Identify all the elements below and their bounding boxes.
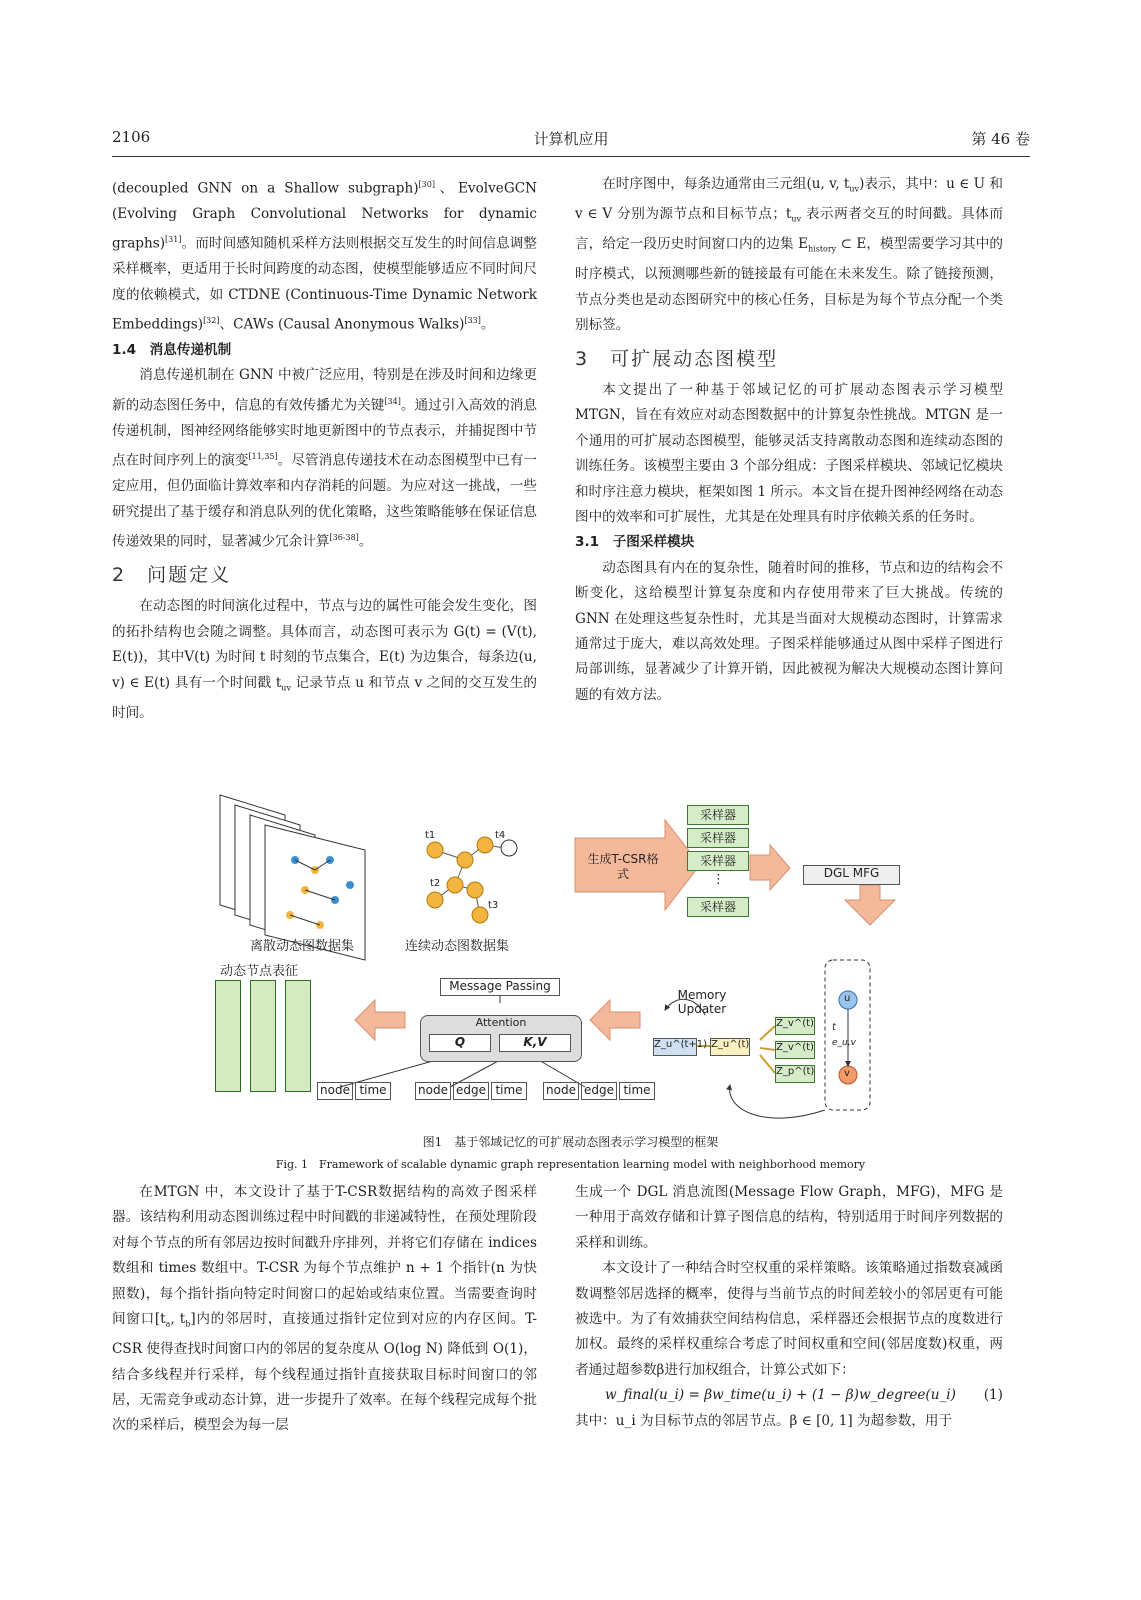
t-label: t [832, 1022, 836, 1033]
sampler-dots: ⋮ [712, 872, 725, 887]
gen-tcsr-label: 生成T-CSR格式 [587, 852, 659, 881]
u-label: u [844, 993, 851, 1004]
input-node-2: node [415, 1082, 451, 1100]
t4-label: t4 [495, 830, 506, 841]
para-r6: 其中：u_i 为目标节点的邻居节点。β ∈ [0, 1] 为超参数，用于 [575, 1412, 953, 1429]
node-repr-label: 动态节点表征 [220, 964, 299, 979]
zu-next-box: Z_u^(t+1) [653, 1038, 697, 1056]
continuous-label: 连续动态图数据集 [405, 939, 510, 954]
section-3-1: 3.1 子图采样模块 [575, 534, 695, 551]
q-box: Q [429, 1034, 491, 1052]
journal-title: 计算机应用 [533, 130, 609, 148]
sampler-4: 采样器 [687, 897, 749, 917]
continuous-graph [427, 837, 517, 923]
section-1-4: 1.4 消息传递机制 [112, 342, 232, 359]
t1-label: t1 [425, 830, 436, 841]
header-rule [112, 156, 1030, 157]
input-node-1: node [317, 1082, 353, 1100]
zu-box: Z_u^(t) [710, 1038, 750, 1056]
zv-box-1: Z_v^(t) [775, 1017, 815, 1035]
euv-label: e_u,v [832, 1038, 856, 1048]
v-label: v [844, 1068, 850, 1079]
repr-col-3 [285, 980, 311, 1092]
repr-col-2 [250, 980, 276, 1092]
input-time-3: time [619, 1082, 655, 1100]
section-2: 2 问题定义 [112, 563, 232, 586]
message-passing-box: Message Passing [440, 978, 560, 996]
sampler-3: 采样器 [687, 851, 749, 871]
figure-caption-en: Fig. 1 Framework of scalable dynamic graph representation learning model with neighborhood memory [275, 1158, 866, 1171]
para-l3: 在动态图的时间演化过程中，节点与边的属性可能会发生变化，图的拓扑结构也会随之调整。具体而言，动态图可表示为 G(t) = (V(t), E(t))，其中V(t) 为时间 t 时刻的节点集合，E(t) 为边集合，每条边(u, v) ∈ E(t) 具有一个时间戳 $t_{uv}$ 记录节点 u 和节点 v 之间的交互发生的时间。 [112, 598, 537, 721]
para-r5: 本文设计了一种结合时空权重的采样策略。该策略通过指数衰减函数调整邻居选择的概率，使得与当前节点的时间差较小的邻居更有可能被选中。为了有效捕获空间结构信息，采样器还会根据节点的度数进行加权。最终的采样权重综合考虑了时间权重和空间(邻居度数)权重，两者通过超参数β进行加权组合，计算公式如下： [575, 1260, 1003, 1378]
right-column-bottom [575, 1180, 1003, 1434]
input-time-2: time [491, 1082, 527, 1100]
zp-box: Z_p^(t) [775, 1065, 815, 1083]
figure-diagram [205, 790, 935, 1130]
left-column-bottom [112, 1180, 537, 1439]
figure-1 [205, 790, 935, 1130]
para-r2: 本文提出了一种基于邻域记忆的可扩展动态图表示学习模型 MTGN，旨在有效应对动态图数据中的计算复杂性挑战。MTGN 是一个通用的可扩展动态图模型，能够灵活支持离散动态图和连续动态图的训练任务。该模型主要由 3 个部分组成：子图采样模块、邻域记忆模块和时序注意力模块，框架如图 1 所示。本文旨在提升图神经网络在动态图中的效率和可扩展性，尤其是在处理具有时序依赖关系的任务时。 [575, 382, 1003, 526]
section-3: 3 可扩展动态图模型 [575, 347, 779, 370]
figure-caption-cn: 图1 基于邻域记忆的可扩展动态图表示学习模型的框架 [422, 1135, 719, 1149]
memory-updater-label: Memory Updater [677, 988, 727, 1016]
sampler-2: 采样器 [687, 828, 749, 848]
t3-label: t3 [488, 900, 499, 911]
attention-box [420, 1015, 582, 1062]
sampler-1: 采样器 [687, 805, 749, 825]
input-time-1: time [355, 1082, 391, 1100]
kv-box: K,V [499, 1034, 571, 1052]
t2-label: t2 [430, 878, 441, 889]
para-l4: 在MTGN 中，本文设计了基于T-CSR数据结构的高效子图采样器。该结构利用动态图训练过程中时间戳的非递减特性，在预处理阶段对每个节点的所有邻居边按时间戳升序排列，并将它们存储在 indices 数组和 times 数组中。T-CSR 为每个节点维护 n + 1 个指针(n 为快照数)，每个指针指向特定时间窗口的起始或结束位置。当需要查询时间窗口[$t_a$, $t_b$]内的邻居时，直接通过指针定位到对应的内存区间。T-CSR 使得查找时间窗口内的邻居的复杂度从 O(log N) 降低到 O(1)，结合多线程并行采样，每个线程通过指针直接获取目标时间窗口的邻居，无需竞争或动态计算，进一步提升了效率。在每个线程完成每个批次的采样后，模型会为每一层 [112, 1184, 537, 1434]
attention-label: Attention [475, 1016, 527, 1029]
input-edge-2: edge [453, 1082, 489, 1100]
right-column-top [575, 172, 1003, 708]
discrete-label: 离散动态图数据集 [250, 939, 355, 954]
para-l1: (decoupled GNN on a Shallow subgraph)[30]、EvolveGCN (Evolving Graph Convolutional Networks for dynamic graphs)[31]。而时间感知随机采样方法则根据交互发生的时间信息调整采样概率，更适用于长时间跨度的动态图，使模型能够适应不同时间尺度的依赖模式，如 CTDNE (Continuous-Time Dynamic Network Embeddings)[32]、CAWs (Causal Anonymous Walks)[33]。 [112, 180, 537, 333]
para-r4: 生成一个 DGL 消息流图(Message Flow Graph，MFG)，MFG 是一种用于高效存储和计算子图信息的结构，特别适用于时间序列数据的采样和训练。 [575, 1184, 1003, 1251]
volume: 第 46 卷 [971, 130, 1030, 148]
dgl-mfg-box: DGL MFG [803, 865, 900, 885]
para-r1: 在时序图中，每条边通常由三元组(u, v, $t_{uv}$)表示，其中：u ∈ U 和 v ∈ V 分别为源节点和目标节点；$t_{uv}$ 表示两者交互的时间戳。具体而言，给定一段历史时间窗口内的边集 $E_{history}$ ⊂ E，模型需要学习其中的时序模式，以预测哪些新的链接最有可能在未来发生。除了链接预测，节点分类也是动态图研究中的核心任务，目标是为每个节点分配一个类别标签。 [575, 176, 1004, 334]
left-column-top [112, 172, 537, 726]
zv-box-2: Z_v^(t) [775, 1041, 815, 1059]
input-edge-3: edge [581, 1082, 617, 1100]
equation-1: w_final(u_i) = βw_time(u_i) + (1 − β)w_degree(u_i) (1) [605, 1387, 1003, 1404]
para-r3: 动态图具有内在的复杂性，随着时间的推移，节点和边的结构会不断变化，这给模型计算复杂度和内存使用带来了巨大挑战。传统的 GNN 在处理这些复杂性时，尤其是当面对大规模动态图时，计算需求通常过于庞大，难以高效处理。子图采样能够通过从图中采样子图进行局部训练，显著减少了计算开销，因此被视为解决大规模动态图计算问题的有效方法。 [575, 559, 1003, 703]
repr-col-1 [215, 980, 241, 1092]
para-l2: 消息传递机制在 GNN 中被广泛应用，特别是在涉及时间和边缘更新的动态图任务中，信息的有效传播尤为关键[34]。通过引入高效的消息传递机制，图神经网络能够实时地更新图中的节点表示，并捕捉图中节点在时间序列上的演变[11,35]。尽管消息传递技术在动态图模型中已有一定应用，但仍面临计算效率和内存消耗的问题。为应对这一挑战，一些研究提出了基于缓存和消息队列的优化策略，这些策略能够在保证信息传递效果的同时，显著减少冗余计算[36-38]。 [112, 367, 538, 550]
input-node-3: node [543, 1082, 579, 1100]
page-header [112, 128, 1030, 152]
page-number: 2106 [112, 128, 151, 146]
